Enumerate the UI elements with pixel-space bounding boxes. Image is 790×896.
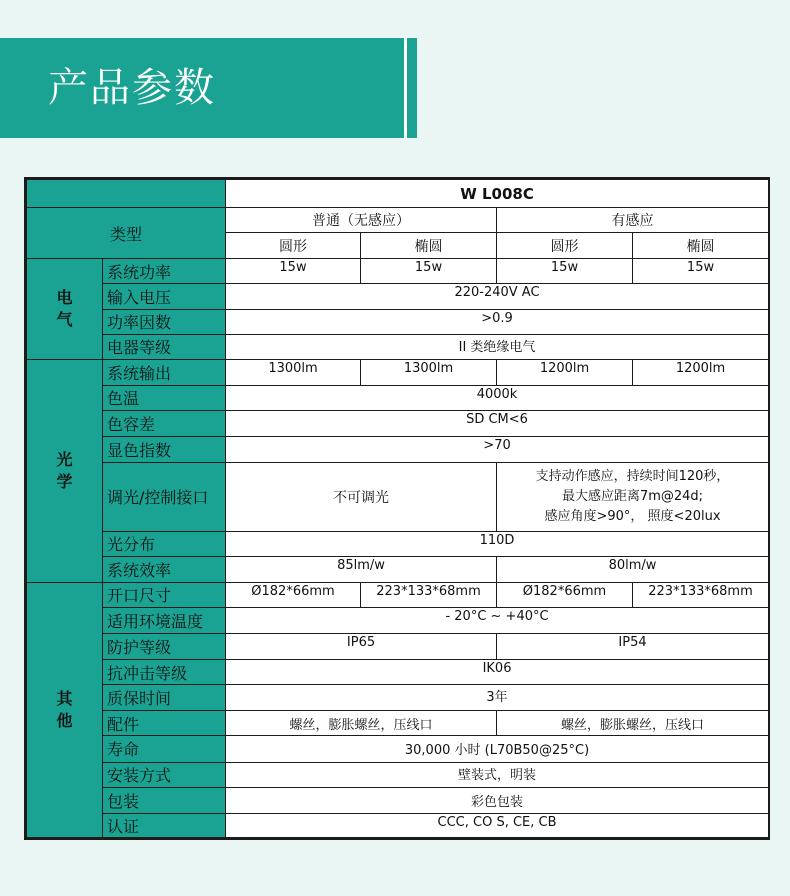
dimming-sensor-line: 支持动作感应，持续时间120秒，: [535, 468, 730, 484]
row-label: 光分布: [103, 531, 226, 556]
dimming-normal-value: 不可调光: [226, 463, 497, 531]
group-optical-label: 光 学: [56, 449, 73, 491]
row-label: 开口尺寸: [103, 582, 226, 607]
installation-value: 壁装式，明装: [226, 762, 769, 787]
model-name: W L008C: [226, 180, 769, 208]
certification-value: CCC, CO S, CE, CB: [226, 813, 769, 837]
row-label: 系统功率: [103, 259, 226, 284]
voltage-value: 220-240V AC: [226, 284, 769, 309]
power-value: 15w: [497, 259, 633, 284]
shape-round: 圆形: [497, 233, 633, 259]
shape-round: 圆形: [226, 233, 361, 259]
power-factor-value: >0.9: [226, 309, 769, 334]
row-label: 认证: [103, 813, 226, 837]
header-corner: [27, 180, 226, 208]
row-label: 电器等级: [103, 334, 226, 359]
variant-sensor: 有感应: [497, 208, 769, 233]
cutout-value: 223*133*68mm: [361, 582, 497, 607]
row-label: 色容差: [103, 411, 226, 437]
row-label: 功率因数: [103, 309, 226, 334]
power-value: 15w: [633, 259, 769, 284]
group-other: [27, 582, 103, 837]
output-value: 1200lm: [633, 359, 769, 385]
ik-value: IK06: [226, 660, 769, 685]
type-label: 类型: [27, 208, 226, 259]
efficacy-value: 80lm/w: [497, 556, 769, 582]
accessories-value: 螺丝，膨胀螺丝，压线口: [497, 711, 769, 736]
packaging-value: 彩色包装: [226, 787, 769, 813]
row-label: 抗冲击等级: [103, 660, 226, 685]
output-value: 1200lm: [497, 359, 633, 385]
row-label: 系统效率: [103, 556, 226, 582]
distribution-value: 110D: [226, 531, 769, 556]
row-label: 输入电压: [103, 284, 226, 309]
row-label: 质保时间: [103, 685, 226, 711]
lifetime-value: 30,000 小时 (L70B50@25°C): [226, 736, 769, 762]
spec-table: [26, 179, 769, 838]
sdcm-value: SD CM<6: [226, 411, 769, 437]
row-label: 配件: [103, 711, 226, 736]
row-label: 显色指数: [103, 437, 226, 463]
electrical-class-value: II 类绝缘电气: [226, 334, 769, 359]
efficacy-value: 85lm/w: [226, 556, 497, 582]
output-value: 1300lm: [361, 359, 497, 385]
dimming-sensor-line: 最大感应距离7m@24d;: [561, 488, 704, 504]
dimming-sensor-value: [497, 463, 769, 531]
ip-value: IP65: [226, 633, 497, 659]
power-value: 15w: [361, 259, 497, 284]
cct-value: 4000k: [226, 385, 769, 410]
warranty-value: 3年: [226, 685, 769, 711]
cutout-value: Ø182*66mm: [226, 582, 361, 607]
group-other-label: 其 他: [56, 688, 73, 730]
output-value: 1300lm: [226, 359, 361, 385]
cutout-value: 223*133*68mm: [633, 582, 769, 607]
row-label: 系统输出: [103, 359, 226, 385]
cri-value: >70: [226, 437, 769, 463]
group-electrical-label: 电 气: [56, 288, 73, 330]
accessories-value: 螺丝，膨胀螺丝，压线口: [226, 711, 497, 736]
row-label: 调光/控制接口: [103, 463, 226, 531]
cutout-value: Ø182*66mm: [497, 582, 633, 607]
shape-oval: 椭圆: [361, 233, 497, 259]
dimming-sensor-line: 感应角度>90°， 照度<20lux: [544, 508, 721, 524]
temperature-value: - 20°C ~ +40°C: [226, 607, 769, 633]
row-label: 安装方式: [103, 762, 226, 787]
spec-table-frame: [24, 177, 770, 840]
variant-normal: 普通（无感应）: [226, 208, 497, 233]
row-label: 色温: [103, 385, 226, 410]
group-electrical: [27, 259, 103, 359]
row-label: 防护等级: [103, 633, 226, 659]
banner-accent: [407, 38, 417, 138]
power-value: 15w: [226, 259, 361, 284]
row-label: 适用环境温度: [103, 607, 226, 633]
row-label: 寿命: [103, 736, 226, 762]
ip-value: IP54: [497, 633, 769, 659]
page-title: 产品参数: [48, 65, 216, 111]
group-optical: [27, 359, 103, 582]
shape-oval: 椭圆: [633, 233, 769, 259]
row-label: 包装: [103, 787, 226, 813]
